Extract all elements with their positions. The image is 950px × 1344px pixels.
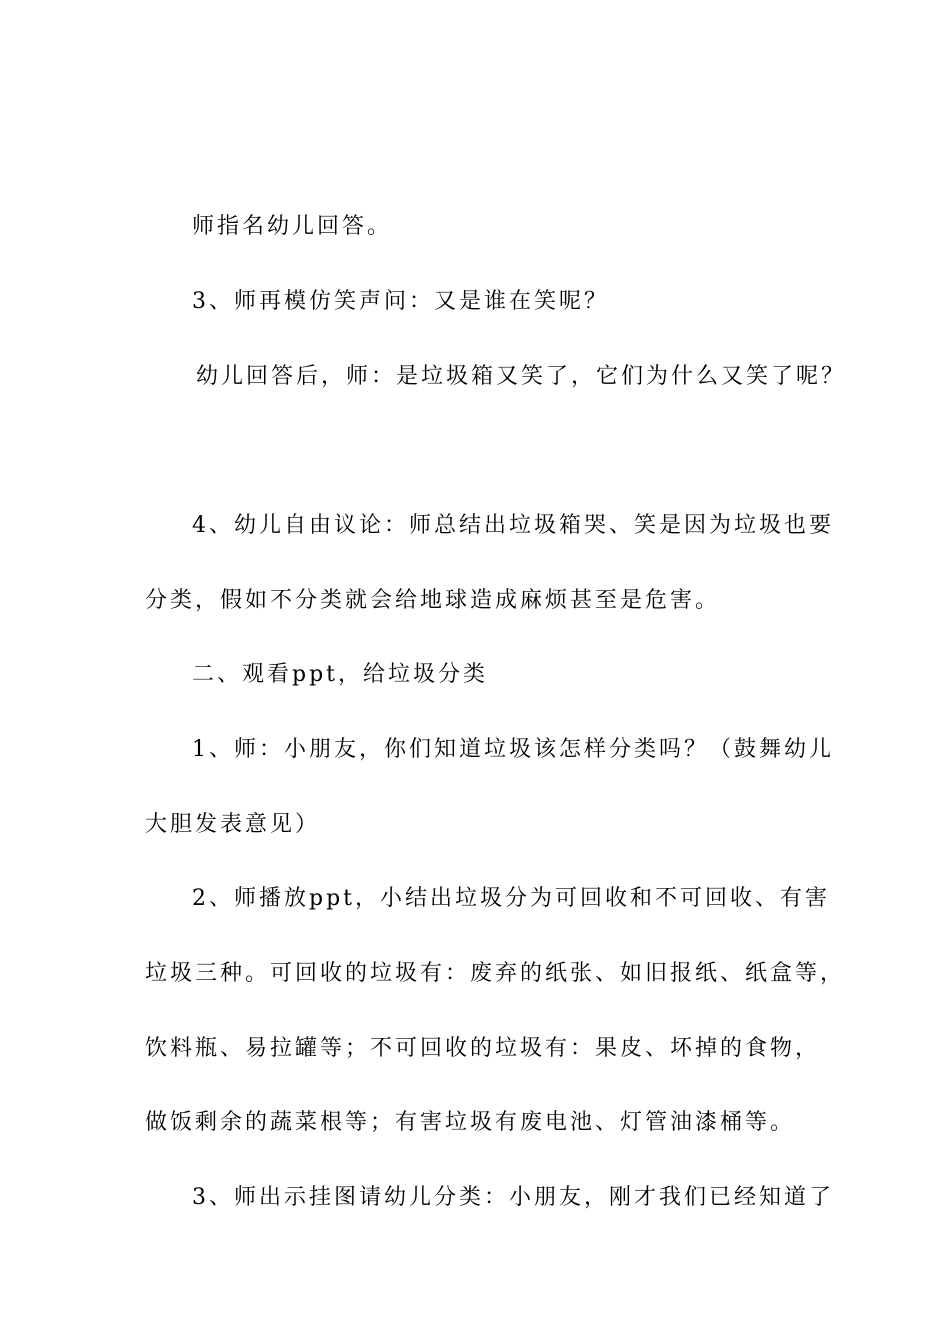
section-heading: 二、观看ppt，给垃圾分类 — [192, 662, 489, 687]
paragraph-line: 做饭剩余的蔬菜根等；有害垃圾有废电池、灯管油漆桶等。 — [145, 1110, 796, 1135]
paragraph-line: 垃圾三种。可回收的垃圾有：废弃的纸张、如旧报纸、纸盒等， — [145, 961, 846, 986]
paragraph-line: 2、师播放ppt，小结出垃圾分为可回收和不可回收、有害 — [192, 886, 831, 911]
paragraph-line: 分类，假如不分类就会给地球造成麻烦甚至是危害。 — [145, 588, 721, 613]
paragraph-line: 师指名幼儿回答。 — [192, 214, 393, 239]
paragraph-line: 饮料瓶、易拉罐等；不可回收的垃圾有：果皮、坏掉的食物， — [145, 1036, 821, 1061]
paragraph-line: 3、师出示挂图请幼儿分类：小朋友，刚才我们已经知道了 — [192, 1185, 834, 1210]
paragraph-line: 幼儿回答后，师：是垃圾箱又笑了，它们为什么又笑了呢？ — [196, 364, 847, 389]
paragraph-line: 大胆发表意见） — [145, 812, 321, 837]
paragraph-line: 1、师：小朋友，你们知道垃圾该怎样分类吗？（鼓舞幼儿 — [192, 737, 834, 762]
paragraph-line: 4、幼儿自由议论：师总结出垃圾箱哭、笑是因为垃圾也要 — [192, 513, 834, 538]
paragraph-line: 3、师再模仿笑声问：又是谁在笑呢？ — [192, 289, 609, 314]
